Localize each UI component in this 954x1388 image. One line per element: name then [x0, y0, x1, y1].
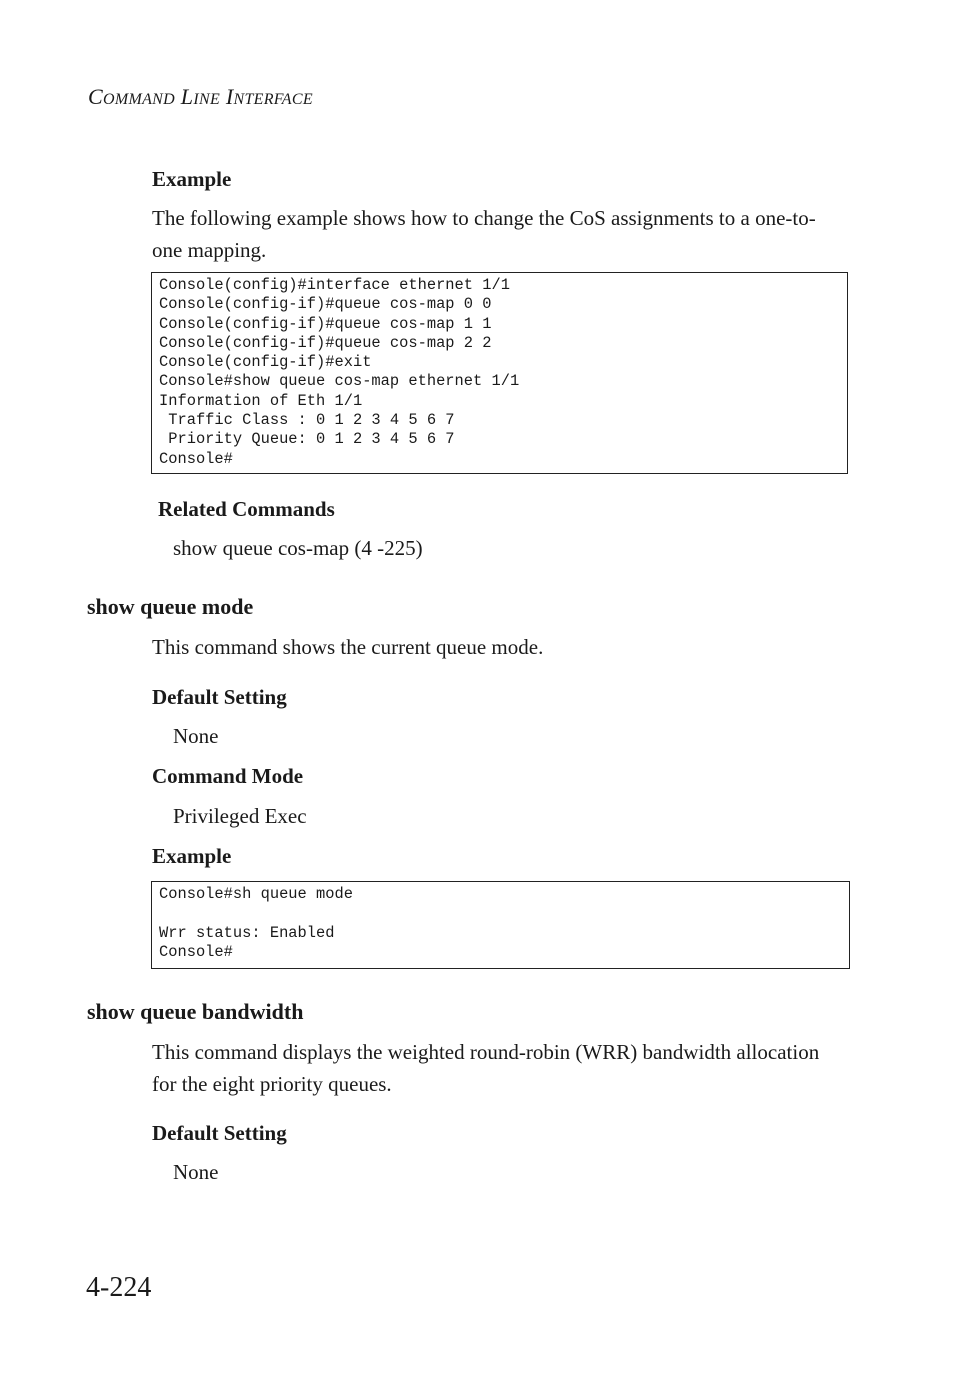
command-title-show-queue-bandwidth: show queue bandwidth [87, 999, 304, 1024]
example-description: The following example shows how to change the CoS assignments to a one-to-one mapping. [152, 206, 816, 262]
running-head-part: C [88, 84, 103, 109]
running-head-part: I [220, 84, 234, 109]
default-setting-value: None [173, 1160, 219, 1184]
running-head-part: INE [193, 91, 221, 108]
running-head-part: L [175, 84, 194, 109]
command-description: This command displays the weighted round-robin (WRR) bandwidth allocation for the eight priority queues. [152, 1040, 820, 1096]
command-mode-value: Privileged Exec [173, 804, 307, 828]
code-block-queue-mode: Console#sh queue mode Wrr status: Enabled Console# [151, 881, 850, 969]
related-commands-heading: Related Commands [158, 497, 335, 521]
command-mode-heading: Command Mode [152, 764, 304, 788]
example-heading: Example [152, 844, 232, 868]
default-setting-heading: Default Setting [152, 685, 287, 709]
code-block-cos-map: Console(config)#interface ethernet 1/1 Console(config-if)#queue cos-map 0 0 Console(config-if)#queue cos-map 1 1 Console(config-if)#queue cos-map 2 2 Console(config-if)#exit Console#show queue cos-map ethernet 1/1 Information of Eth 1/1 Traffic Class : 0 1 2 3 4 5 6 7 Priority Queue: 0 1 2 3 4 5 6 7 Console# [151, 272, 848, 474]
command-title-show-queue-mode: show queue mode [87, 594, 254, 619]
running-head [88, 84, 313, 110]
command-description: This command shows the current queue mode. [152, 635, 544, 659]
related-command-link[interactable]: show queue cos-map (4 -225) [173, 536, 423, 560]
running-head-part: OMMAND [102, 91, 175, 108]
default-setting-heading: Default Setting [152, 1121, 287, 1145]
default-setting-value: None [173, 724, 219, 748]
page-number: 4-224 [86, 1272, 152, 1303]
running-head-part: NTERFACE [233, 91, 313, 108]
example-heading: Example [152, 167, 232, 191]
